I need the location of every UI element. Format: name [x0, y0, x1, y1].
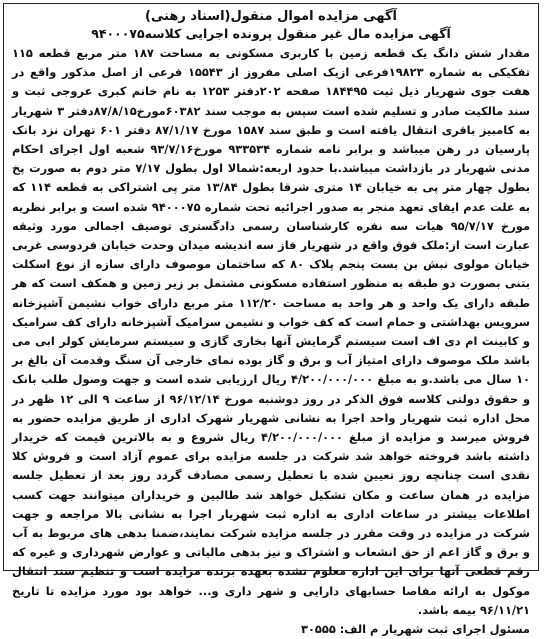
notice-body: مقدار شش دانگ یک قطعه زمین با کاربری مسکونی به مساحت ۱۸۷ متر مربع قطعه ۱۱۵ تفکیکی به شماره ۱۹۸۲۳فرعی ازیک اصلی مفروز از ۱۵۵۴۳ فرعی از اصل مذکور واقع در هفت جوی شهریار ذیل ثبت ۱۸۴۴۹۵ صفحه ۲۰۲دفتر ۱۲۵۳ به نام خانم کبری عروجی ثبت و سند مالکیت صادر و تسلیم شده است سپس به موجب سند ۶۰۳۸۲مورخ۸۷/۸/۱۵دفتر ۳ شهریار به کامبیز باقری انتقال یافته است و طبق سند ۱۵۸۷ مورخ ۸۷/۱/۱۷ دفتر ۶۰۱ تهران نزد بانک پارسیان در رهن میباشد و برابر نامه شماره ۹۳۳۵۳۴ مورخ۹۳/۷/۱۶ شعبه اول اجرای احکام مدنی شهریار در بازداشت میباشد.با حدود اربعه:شمالا اول بطول ۷/۱۷ متر دوم به صورت پخ بطول چهار متر پی به خیابان ۱۴ متری شرقا بطول ۱۳/۸۴ متر پی اشتراکی به قطعه ۱۱۴ که به علت عدم ایفای تعهد منجر به صدور اجرائیه تحت شماره ۹۴۰۰۰۷۵ شده است و برابر نظریه مورخ ۹۵/۷/۱۷ هیات سه نفره کارشناسان رسمی دادگستری توصیف اجمالی مورد وثیقه عبارت است از:ملک فوق واقع در شهریار فاز سه اندیشه میدان وحدت خیابان فردوسی غربی خیابان مولوی نبش بن بست پنجم پلاک ۸۰ که ساختمان موصوف دارای سازه از نوع اسکلت بتنی بصورت دو طبقه به منظور استفاده مسکونی مشتمل بر زیر زمین و همکف است که هر طبقه دارای یک واحد و هر واحد به مساحت ۱۱۲/۲۰ متر مربع دارای خواب نشیمن آشپزخانه سرویس بهداشتی و حمام است که کف خواب و نشیمن سرامیک آشپزخانه دارای کف سرامیک و کابینت ام دی اف است سیستم گرمایش آنها بخاری گازی و سیستم سرمایش کولر ابی می باشد ملک موصوف دارای امتیاز آب و برق و گاز بوده نمای خارجی آن سنگ وقدمت آن بالغ بر ۱۰ سال می باشد.و به مبلغ ۴/۲۰۰/۰۰۰/۰۰۰ ریال ارزیابی شده است و جهت وصول طلب بانک و حقوق دولتی کلاسه فوق الذکر در روز دوشنبه مورخ ۹۶/۱۲/۱۴ از ساعت ۹ الی ۱۲ ظهر در محل اداره ثبت شهریار واحد اجرا به نشانی شهریار شهرک اداری از طریق مزایده حضور به فروش میرسد و مزایده از مبلغ ۴/۲۰۰/۰۰۰/۰۰۰ ریال شروع و به بالاترین قیمت که خریدار داشته باشد فروخته خواهد شد شرکت در جلسه مزایده برای عموم آزاد است و فروش کلا نقدی است چنانچه روز تعیین شده با تعطیل رسمی مصادف گردد روز بعد از تعطیل جلسه مزایده در همان ساعت و مکان تشکیل خواهد شد طالبین و خریداران میتوانند جهت کسب اطلاعات بیشتر در ساعات اداری به اداره ثبت شهریار اجرا به نشانی بالا مراجعه و جهت شرکت در مزایده در وقت مقرر در جلسه مزایده شرکت نمایند،ضمنا بدهی های مربوط به آب و برق و گاز اعم از حق انشعاب و اشتراک و نیز بدهی مالیاتی و عوارض شهرداری و غیره که رقم قطعی آنها برای این اداره معلوم نشده بعهده برنده مزایده است و تنظیم سند انتقال موکول به ارائه مفاصا حسابهای دارایی و شهر داری و... خواهد بود مورد مزایده تا تاریخ ۹۶/۱۱/۲۱ بیمه باشد.: [12, 46, 531, 617]
auction-notice: [3, 3, 539, 637]
notice-subtitle: آگهی مزایده مال غیر منقول پرونده اجرایی کلاسه۹۴۰۰۰۷۵: [91, 26, 451, 41]
notice-title: آگهی مزایده اموال منقول(اسناد رهنی): [145, 9, 397, 24]
notice-signature: مسئول اجرای ثبت شهریار م الف: ۳۰۵۵۵: [301, 622, 530, 637]
